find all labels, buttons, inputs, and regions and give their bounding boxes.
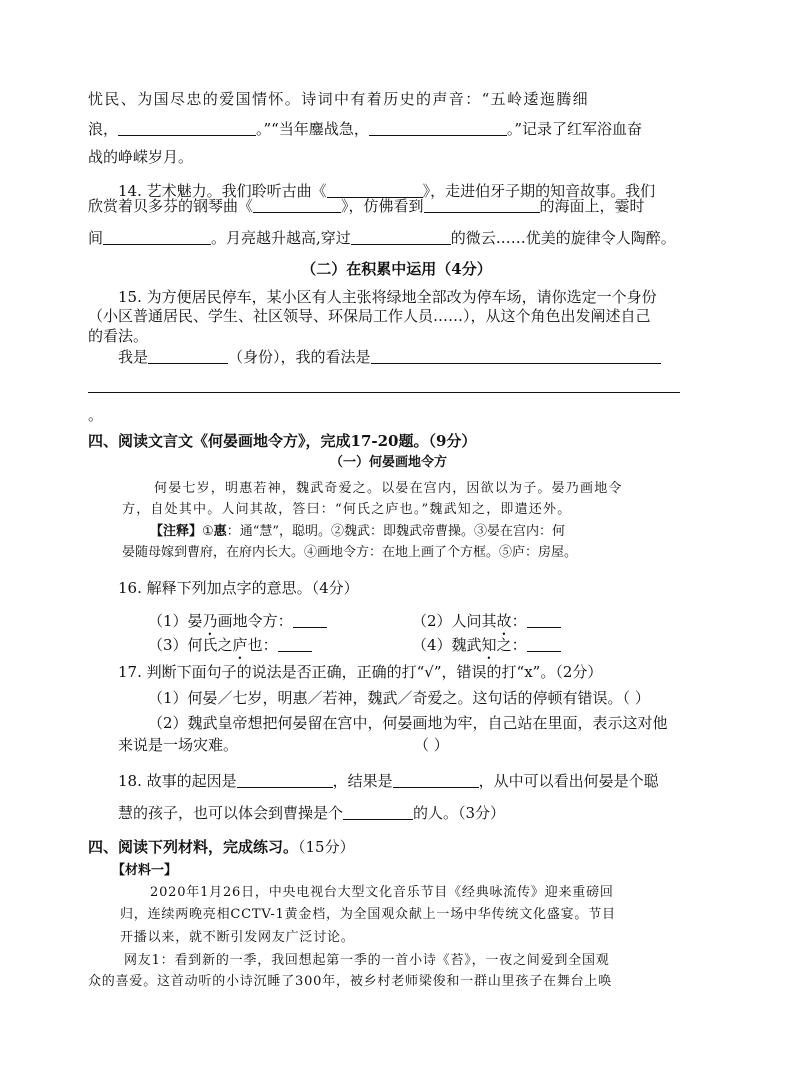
poem-line-3: 战的峥嵘岁月。	[88, 148, 194, 166]
material-1-line-1: 2020年1月26日，中央电视台大型文化音乐节目《经典咏流传》迎来重磅回	[150, 885, 614, 900]
poem-line-1: 忧民、为国尽忠的爱国情怀。诗词中有着历史的声音：“五岭逶迤腾细	[88, 90, 590, 108]
q17-item-2b: 来说是一场灾难。	[118, 736, 239, 754]
blank-identity[interactable]	[148, 350, 228, 364]
q17-title: 17. 判断下面句子的说法是否正确，正确的打“√”，错误的打“x”。（2分）	[118, 663, 603, 681]
blank-poem-2[interactable]	[369, 122, 507, 136]
blank-poem-1[interactable]	[118, 122, 256, 136]
q15-line-2: （小区普通居民、学生、社区领导、环保局工作人员……），从这个角色出发阐述自己	[88, 307, 651, 325]
blank-q16-4[interactable]	[527, 638, 561, 652]
blank-q16-3[interactable]	[278, 638, 312, 652]
q14-line-3: 间 。月亮越升越高,穿过 的微云……优美的旋律令人陶醉。	[88, 229, 676, 247]
section-4b-title: 四、阅读下列材料，完成练习。（15分）	[88, 838, 355, 856]
q16-item-2: （2）人问其故：	[412, 612, 793, 639]
q16-item-4: （4）魏武知之：	[412, 636, 793, 663]
q15-answer-line: 我是 （身份），我的看法是	[118, 350, 793, 365]
blank-q14-2[interactable]	[253, 199, 341, 213]
passage-line-2: 方，自处其中。人问其故，答曰：“何氏之庐也。”魏武知之，即遣还外。	[122, 502, 572, 517]
blank-q16-1[interactable]	[293, 614, 327, 628]
q16-title: 16. 解释下列加点字的意思。（4分）	[118, 579, 359, 597]
blank-q18-2[interactable]	[393, 774, 479, 788]
blank-q14-1[interactable]	[327, 184, 423, 198]
blank-q16-2[interactable]	[527, 614, 561, 628]
poem-line-2: 浪， 。”“当年鏖战急， 。”记录了红军浴血奋	[88, 120, 643, 138]
blank-q14-5[interactable]	[351, 231, 451, 245]
blank-q14-3[interactable]	[424, 199, 540, 213]
material-1-line-4: 网友1：看到新的一季，我回想起第一季的一首小诗《苔》，一夜之间爱到全国观	[124, 953, 610, 968]
material-1-label: 【材料一】	[112, 863, 178, 878]
q16-item-3: （3）何氏之庐也：	[148, 636, 793, 663]
passage-line-1: 何晏七岁，明惠若神，魏武奇爱之。以晏在宫内，因欲以为子。晏乃画地令	[154, 481, 623, 496]
note-line-1: 【注释】①惠：通“慧”，聪明。②魏武：即魏武帝曹操。③晏在宫内：何	[150, 524, 565, 539]
q15-line-1: 15. 为方便居民停车，某小区有人主张将绿地全部改为停车场，请你选定一个身份	[118, 288, 657, 306]
q18-line-1: 18. 故事的起因是 ，结果是 ，从中可以看出何晏是个聪	[118, 772, 659, 790]
blank-q18-3[interactable]	[343, 806, 413, 820]
note-line-2: 晏随母嫁到曹府，在府内长大。④画地令方：在地上画了个方框。⑤庐：房屋。	[122, 545, 578, 560]
blank-opinion-1[interactable]	[371, 350, 661, 364]
q17-item-2a: （2）魏武皇帝想把何晏留在宫中，何晏画地为牢，自己站在里面，表示这对他	[148, 714, 668, 732]
material-1-line-5: 众的喜爱。这首动听的小诗沉睡了300年，被乡村老师梁俊和一群山里孩子在舞台上唤	[88, 974, 613, 989]
q18-line-2: 慧的孩子，也可以体会到曹操是个 的人。（3分）	[118, 804, 506, 822]
material-1-line-2: 归，连续两晚亮相CCTV-1黄金档，为全国观众献上一场中华传统文化盛宴。节目	[120, 907, 616, 922]
section-4a-title: 四、阅读文言文《何晏画地令方》，完成17-20题。（9分）	[88, 432, 477, 450]
blank-q18-1[interactable]	[237, 774, 333, 788]
blank-opinion-2[interactable]	[88, 392, 680, 393]
q14-line-1: 14. 艺术魅力。我们聆听古曲《 》，走进伯牙子期的知音故事。我们	[118, 182, 656, 200]
section-2-title: （二）在积累中运用（4分）	[301, 260, 492, 278]
q16-item-1: （1）晏乃画地令方：	[148, 612, 793, 639]
blank-q14-4[interactable]	[103, 231, 211, 245]
passage-title: （一）何晏画地令方	[330, 455, 448, 470]
q17-item-1: （1）何晏／七岁，明惠／若神，魏武／奇爱之。这句话的停顿有错误。（ ）	[148, 689, 650, 707]
q15-line-3: 的看法。	[88, 327, 149, 345]
q17-item-2-bracket[interactable]: （ ）	[414, 736, 449, 754]
material-1-line-3: 开播以来，就不断引发网友广泛讨论。	[120, 930, 355, 945]
q15-end: 。	[88, 406, 104, 424]
q14-line-2c: 欣赏着贝多芬的钢琴曲《 》，仿佛看到 的海面上，霎时	[88, 197, 645, 215]
